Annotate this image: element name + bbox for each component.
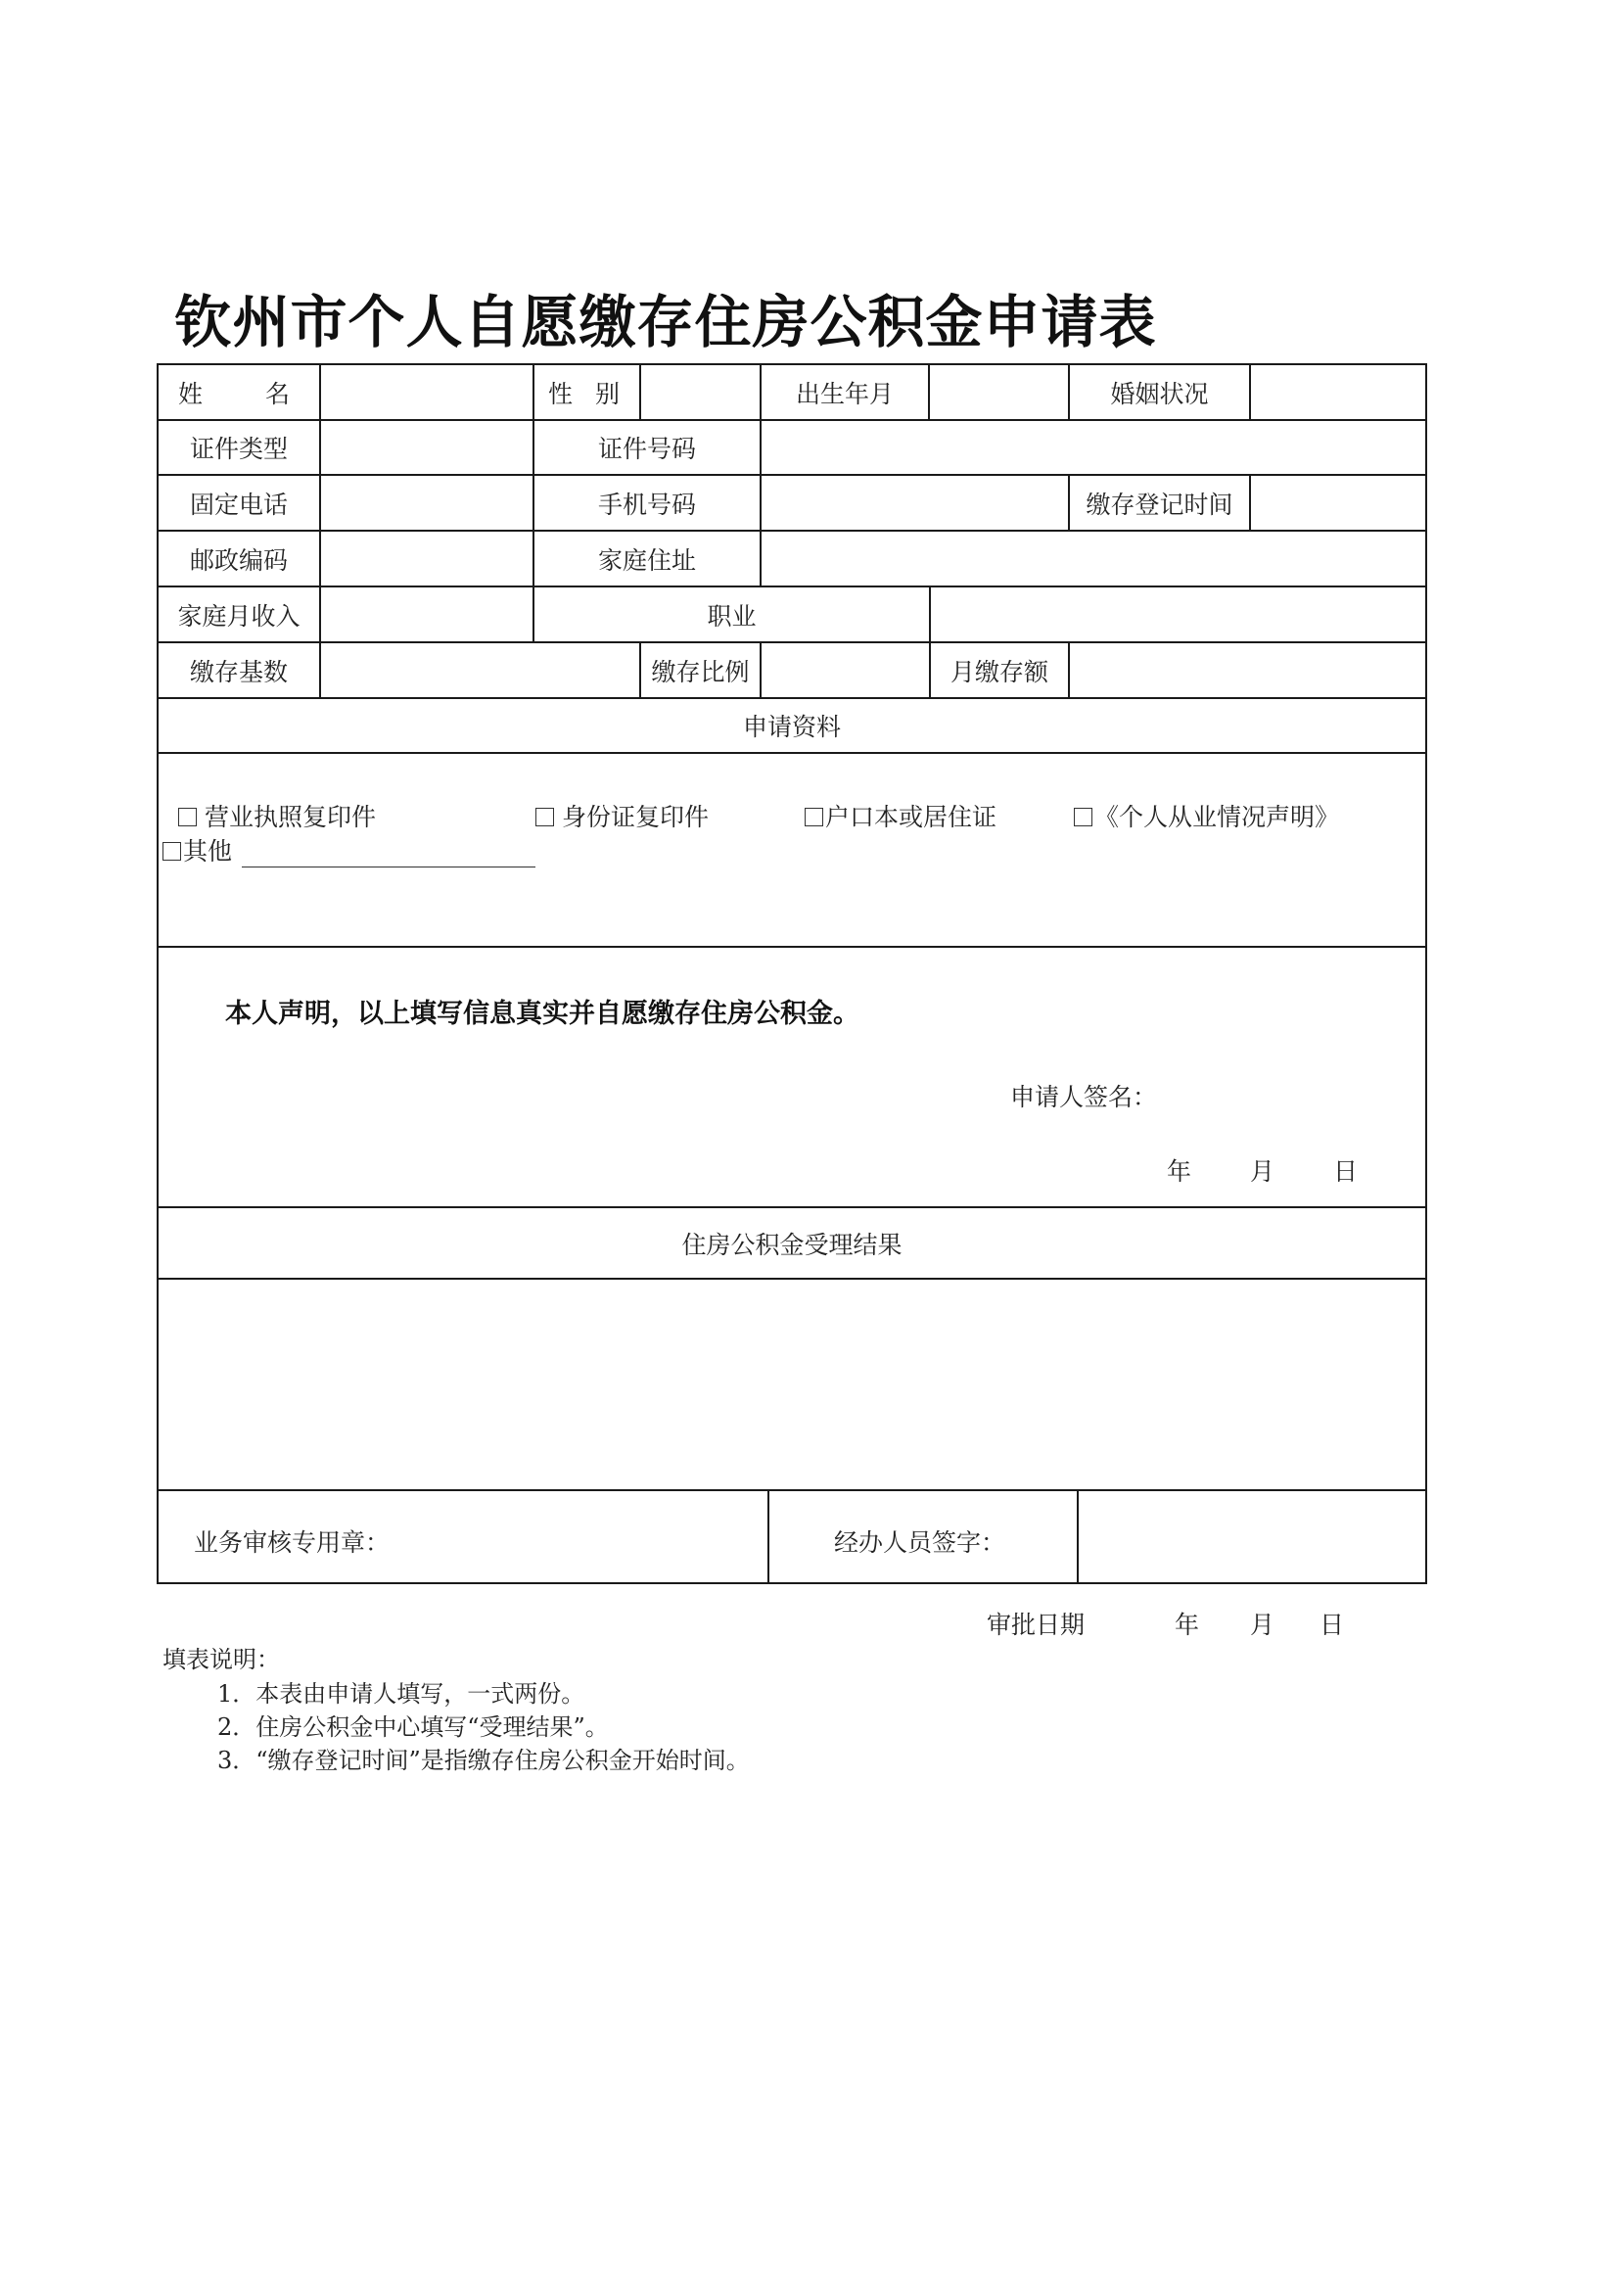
monthly-deposit-label: 月缴存额 [929, 641, 1070, 699]
checkbox-icon[interactable] [535, 808, 554, 826]
mobile-label: 手机号码 [533, 474, 762, 532]
landline-field[interactable] [319, 474, 534, 532]
staff-signature-label: 经办人员签字： [834, 1528, 1006, 1557]
note-item: 2．住房公积金中心填写“受理结果”。 [217, 1713, 609, 1741]
register-time-field[interactable] [1249, 474, 1427, 532]
day-label: 日 [1333, 1157, 1359, 1186]
family-income-field[interactable] [319, 586, 534, 643]
id-number-label: 证件号码 [533, 419, 762, 476]
seal-cell [157, 1489, 769, 1584]
month-label: 月 [1250, 1157, 1275, 1186]
approval-day-label: 日 [1320, 1611, 1345, 1639]
address-field[interactable] [760, 530, 1427, 587]
birth-field[interactable] [928, 363, 1070, 421]
mobile-field[interactable] [760, 474, 1070, 532]
family-income-label: 家庭月收入 [157, 586, 321, 643]
deposit-ratio-label: 缴存比例 [639, 641, 762, 699]
applicant-signature-field[interactable] [1177, 1065, 1412, 1114]
material-item-employment-statement[interactable]: 《个人从业情况声明》 [1074, 798, 1339, 833]
checkbox-icon[interactable] [1074, 808, 1092, 826]
address-label: 家庭住址 [533, 530, 762, 587]
approval-date-label: 审批日期 [987, 1611, 1086, 1639]
id-number-field[interactable] [760, 419, 1427, 476]
gender-field[interactable] [639, 363, 762, 421]
materials-section [157, 752, 1427, 948]
marital-field[interactable] [1249, 363, 1427, 421]
id-type-label: 证件类型 [157, 419, 321, 476]
result-header: 住房公积金受理结果 [157, 1206, 1427, 1280]
applicant-signature-label: 申请人签名： [1010, 1083, 1158, 1111]
material-item-household-register[interactable]: 户口本或居住证 [805, 798, 996, 833]
approval-month-label: 月 [1250, 1611, 1275, 1639]
monthly-deposit-field[interactable] [1068, 641, 1427, 699]
gender-label: 性 别 [533, 363, 641, 421]
deposit-base-label: 缴存基数 [157, 641, 321, 699]
declaration-section [157, 946, 1427, 1208]
id-type-field[interactable] [319, 419, 534, 476]
seal-label: 业务审核专用章： [194, 1528, 391, 1557]
birth-label: 出生年月 [760, 363, 930, 421]
staff-label-cell [767, 1489, 1079, 1584]
landline-label: 固定电话 [157, 474, 321, 532]
postcode-field[interactable] [319, 530, 534, 587]
checkbox-icon[interactable] [805, 808, 823, 826]
occupation-label: 职业 [533, 586, 931, 643]
name-field[interactable] [319, 363, 534, 421]
deposit-ratio-field[interactable] [760, 641, 931, 699]
result-body-field[interactable] [157, 1278, 1427, 1491]
note-item: 1．本表由申请人填写，一式两份。 [217, 1680, 585, 1708]
year-label: 年 [1167, 1157, 1192, 1186]
name-label: 姓 名 [157, 363, 321, 421]
material-item-other[interactable]: 其他 [162, 832, 535, 867]
material-item-id-card[interactable]: 身份证复印件 [535, 798, 709, 833]
deposit-base-field[interactable] [319, 641, 641, 699]
declaration-date [1167, 1152, 1358, 1188]
checkbox-icon[interactable] [178, 808, 197, 826]
note-item: 3．“缴存登记时间”是指缴存住房公积金开始时间。 [217, 1747, 750, 1774]
register-time-label: 缴存登记时间 [1068, 474, 1251, 532]
materials-header: 申请资料 [157, 697, 1427, 754]
material-item-business-license[interactable]: 营业执照复印件 [178, 798, 376, 833]
declaration-text: 本人声明，以上填写信息真实并自愿缴存住房公积金。 [225, 999, 859, 1029]
staff-signature-field[interactable] [1077, 1489, 1427, 1584]
notes-heading: 填表说明： [162, 1646, 280, 1673]
occupation-field[interactable] [929, 586, 1427, 643]
approval-date [987, 1606, 1344, 1641]
checkbox-icon[interactable] [162, 842, 181, 861]
approval-year-label: 年 [1175, 1611, 1200, 1639]
postcode-label: 邮政编码 [157, 530, 321, 587]
other-input-line[interactable] [242, 843, 535, 867]
form-title: 钦州市个人自愿缴存住房公积金申请表 [174, 289, 1157, 355]
marital-label: 婚姻状况 [1068, 363, 1251, 421]
